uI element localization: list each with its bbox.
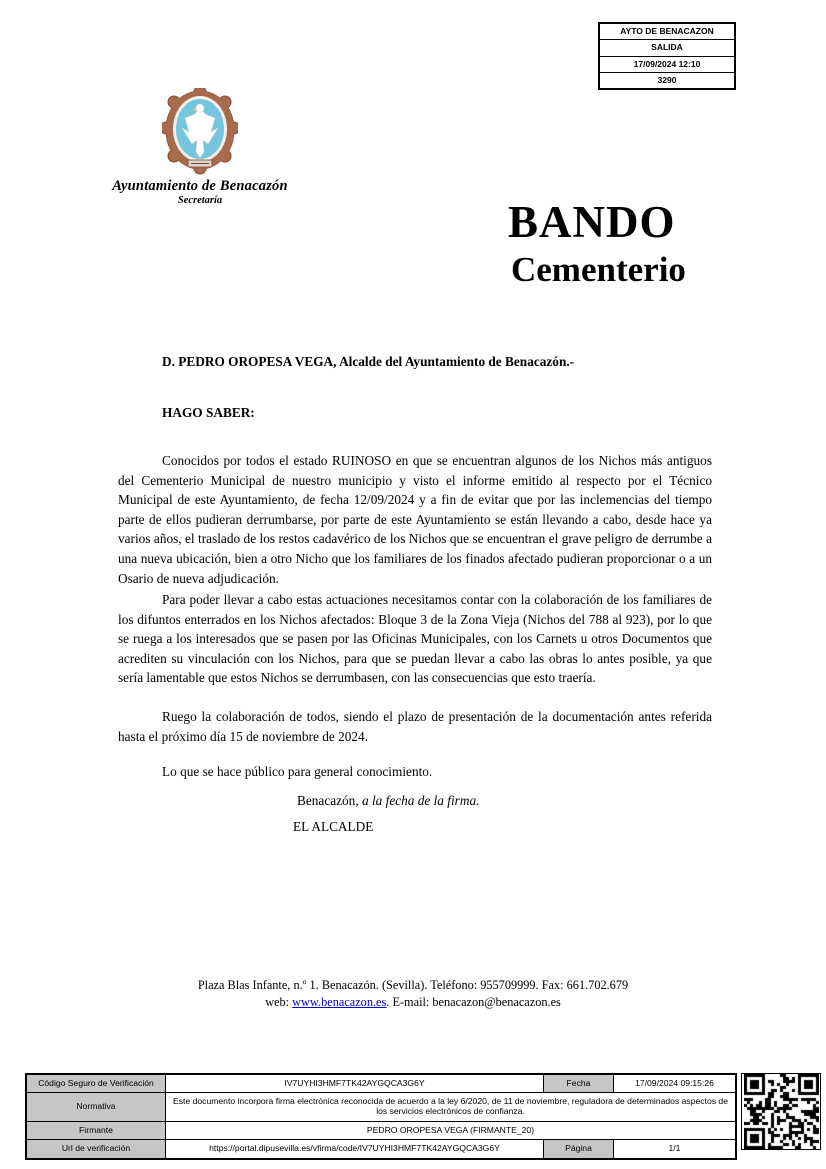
place-prefix: Benacazón, (297, 793, 362, 808)
doc-subtitle: Cementerio (511, 250, 686, 289)
paragraph-1: Conocidos por todos el estado RUINOSO en que se encuentran algunos de los Nichos más antiguos del Cementerio Municipal de nuestro municipio y visto el informe emitido al respecto por el Técnico Municipal de este Ayuntamiento, de fecha 12/09/2024 y a fin de evitar que por las inclemencias del tiempo parte de ellos pudieran derrumbarse, por parte de este Ayuntamiento se están llevando a cabo, desde hace ya varios años, el traslado de los restos cadavérico de los Nichos que se encuentran el grave peligro de derrumbe a una nueva ubicación, bien a otro Nicho que los familiares de los finados afectado pudieran proporcionar o a un Osario de nueva adjudicación. (118, 453, 712, 586)
signer-title: EL ALCALDE (293, 819, 374, 834)
firmante-value: PEDRO OROPESA VEGA (FIRMANTE_20) (166, 1122, 735, 1140)
stamp-number: 3290 (657, 75, 677, 86)
normativa-label: Normativa (27, 1093, 166, 1122)
town-crest-icon (162, 88, 238, 176)
qr-code-icon (744, 1074, 819, 1149)
csv-label: Código Seguro de Verificación (27, 1075, 166, 1093)
date-of-signature-text: a la fecha de la firma. (361, 793, 480, 808)
contact-line (0, 994, 826, 1011)
pagina-value: 1/1 (668, 1143, 681, 1154)
org-department: Secretaría (177, 195, 223, 206)
paragraph-3: Ruego la colaboración de todos, siendo el plazo de presentación de la documentación antes referida hasta el próximo día 15 de noviembre de 2024. (118, 709, 712, 744)
website-link[interactable]: www.benacazon.es (292, 995, 387, 1009)
fecha-label: Fecha (544, 1075, 614, 1093)
salutation-line: D. PEDRO OROPESA VEGA, Alcalde del Ayuntamiento de Benacazón.- (162, 354, 575, 369)
paragraph-2: Para poder llevar a cabo estas actuaciones necesitamos contar con la colaboración de los familiares de los difuntos enterrados en los Nichos afectados: Bloque 3 de la Zona Vieja (Nichos del 788 al 923), por lo que se ruega a los interesados que se pasen por las Oficinas Municipales, con los Carnets u otros Documentos que acrediten su vinculación con los Nichos, para que se puedan llevar a cabo las obras lo antes posible, ya que sería lamentable que estos Nichos se derrumbasen, con las consecuencias que esto traería. (118, 592, 712, 686)
web-label: web: (265, 995, 293, 1009)
csv-value: IV7UYHI3HMF7TK42AYGQCA3G6Y (166, 1075, 544, 1093)
stamp-datetime: 17/09/2024 12:10 (600, 57, 734, 73)
qr-code-box (741, 1073, 821, 1150)
registry-stamp (598, 22, 736, 90)
hago-saber-line: HAGO SABER: (162, 405, 255, 420)
letterhead (102, 88, 298, 206)
stamp-org: AYTO DE BENACAZON (600, 24, 734, 40)
verification-url-link[interactable]: https://portal.dipusevilla.es/vfirma/code/IV7UYHI3HMF7TK42AYGQCA3G6Y (166, 1140, 544, 1158)
address-line: Plaza Blas Infante, n.º 1. Benacazón. (Sevilla). Teléfono: 955709999. Fax: 661.702.679 (197, 978, 629, 992)
normativa-value: Este documento incorpora firma electrónica reconocida de acuerdo a la ley 6/2020, de 11 de noviembre, reguladora de determinados aspectos de los servicios electrónicos de confianza. (166, 1093, 735, 1122)
url-label: Url de verificación (27, 1140, 166, 1158)
fecha-value: 17/09/2024 09:15:26 (614, 1075, 735, 1093)
stamp-type: SALIDA (600, 40, 734, 56)
signature-verification-table (25, 1073, 737, 1160)
doc-title: BANDO (508, 197, 676, 247)
org-name: Ayuntamiento de Benacazón (112, 178, 288, 194)
place-and-date-line (297, 793, 479, 809)
pagina-label: Página (544, 1140, 614, 1158)
footer-address (0, 977, 826, 1011)
firmante-label: Firmante (27, 1122, 166, 1140)
paragraph-4: Lo que se hace público para general conocimiento. (162, 764, 433, 779)
email-part: . E-mail: benacazon@benacazon.es (386, 995, 561, 1009)
